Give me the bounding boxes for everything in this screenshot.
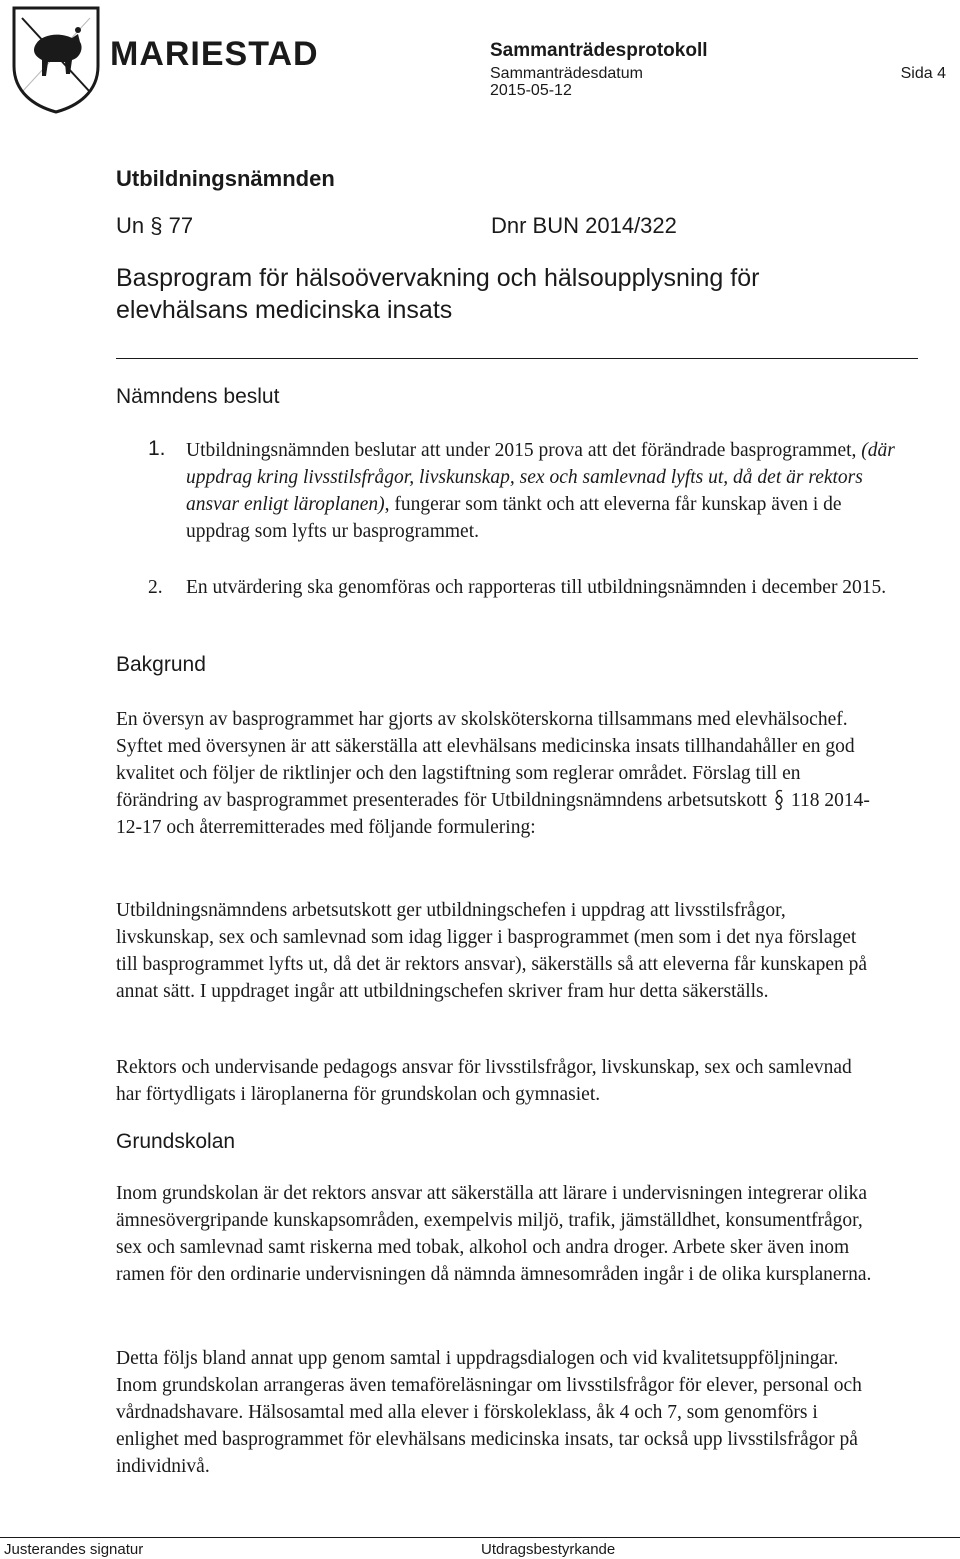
background-paragraph-2: Utbildningsnämndens arbetsutskott ger utbildningschefen i uppdrag att livsstilsfrågor, livskunskap, sex och samlevnad som idag ligger i basprogrammet (men som i det nya förslaget till basprogrammet lyfts ut, då det är rektors ansvar), säkerställs så att eleverna får kunskapen på annat sätt. I uppdraget ingår att utbildningschefen skriver fram hur detta säkerställs. <box>116 900 868 1002</box>
decision-item-number: 2. <box>148 577 163 598</box>
paragraph-text: En översyn av basprogrammet har gjorts av skolsköterskorna tillsammans med elevhälsochef. Syftet med översynen är att säkerställa att elevhälsans medicinska insats tillhandahåller en god kvalitet och följer de riktlinjer och den lagstiftning som reglerar området. Förslag till en förändring av basprogrammet presenterades för Utbildningsnämndens arbetsutskott <box>116 709 855 811</box>
protocol-title: Sammanträdesprotokoll <box>490 40 708 61</box>
case-number: Un § 77 <box>116 213 194 238</box>
background-heading: Bakgrund <box>116 653 206 676</box>
grundskolan-paragraph-1: Inom grundskolan är det rektors ansvar att säkerställa att lärare i undervisningen integrerar olika ämnesövergripande kunskapsområden, exempelvis miljö, trafik, jämställdhet, konsumentfrågor, sex och samlevnad samt riskerna med tobak, alkohol och andra droger. Arbete sker även inom ramen för den ordinarie undervisningen då nämnda ämnesområden ingår i de olika kursplanerna. <box>116 1183 872 1285</box>
decision-item-italic-text: (där uppdrag kring livsstilsfrågor, livskunskap, sex och samlevnad lyfts ut, då det är rektors ansvar enligt läroplanen) <box>186 440 895 515</box>
decision-item-2: En utvärdering ska genomföras och rapporteras till utbildningsnämnden i december 2015. <box>186 577 887 598</box>
registration-number: Dnr BUN 2014/322 <box>491 213 677 238</box>
title-divider <box>116 358 918 359</box>
section-sign-icon <box>773 788 785 812</box>
page-number: Sida 4 <box>900 65 946 82</box>
meeting-date-label: Sammanträdesdatum <box>490 65 643 82</box>
paragraph-text: 118 2014-12-17 och återremitterades med följande formulering: <box>116 790 870 838</box>
decision-item-text: Utbildningsnämnden beslutar att under 2015 prova att det förändrade basprogrammet, <box>186 440 862 461</box>
decision-item-number: 1. <box>148 437 166 460</box>
meeting-date: 2015-05-12 <box>490 82 572 99</box>
decision-heading: Nämndens beslut <box>116 385 280 408</box>
footer-certification-label: Utdragsbestyrkande <box>481 1541 616 1558</box>
committee-name: Utbildningsnämnden <box>116 166 335 191</box>
document-title: Basprogram för hälsoövervakning och hälsoupplysning för elevhälsans medicinska insats <box>116 264 760 324</box>
logo-text: MARIESTAD <box>110 35 319 73</box>
municipality-crest-icon <box>8 4 104 114</box>
footer-divider <box>0 1537 960 1538</box>
decision-item-1 <box>186 437 898 545</box>
grundskolan-heading: Grundskolan <box>116 1130 236 1153</box>
grundskolan-paragraph-2: Detta följs bland annat upp genom samtal i uppdragsdialogen och vid kvalitetsuppföljningar. Inom grundskolan arrangeras även temaföreläsningar om livsstilsfrågor för elever, personal och vårdnadshavare. Hälsosamtal med alla elever i förskoleklass, åk 4 och 7, som genomförs i enlighet med basprogrammet för elevhälsans medicinska insats, tar också upp livsstilsfrågor på individnivå. <box>116 1348 862 1477</box>
background-paragraph-3: Rektors och undervisande pedagogs ansvar för livsstilsfrågor, livskunskap, sex och samlevnad har förtydligats i läroplanerna för grundskolan och gymnasiet. <box>116 1057 852 1105</box>
footer-signature-label: Justerandes signatur <box>4 1541 144 1558</box>
decision-item-text: , fungerar som tänkt och att eleverna får kunskap även i de uppdrag som lyfts ur basprogrammet. <box>186 494 842 542</box>
background-paragraph-1 <box>116 706 876 841</box>
